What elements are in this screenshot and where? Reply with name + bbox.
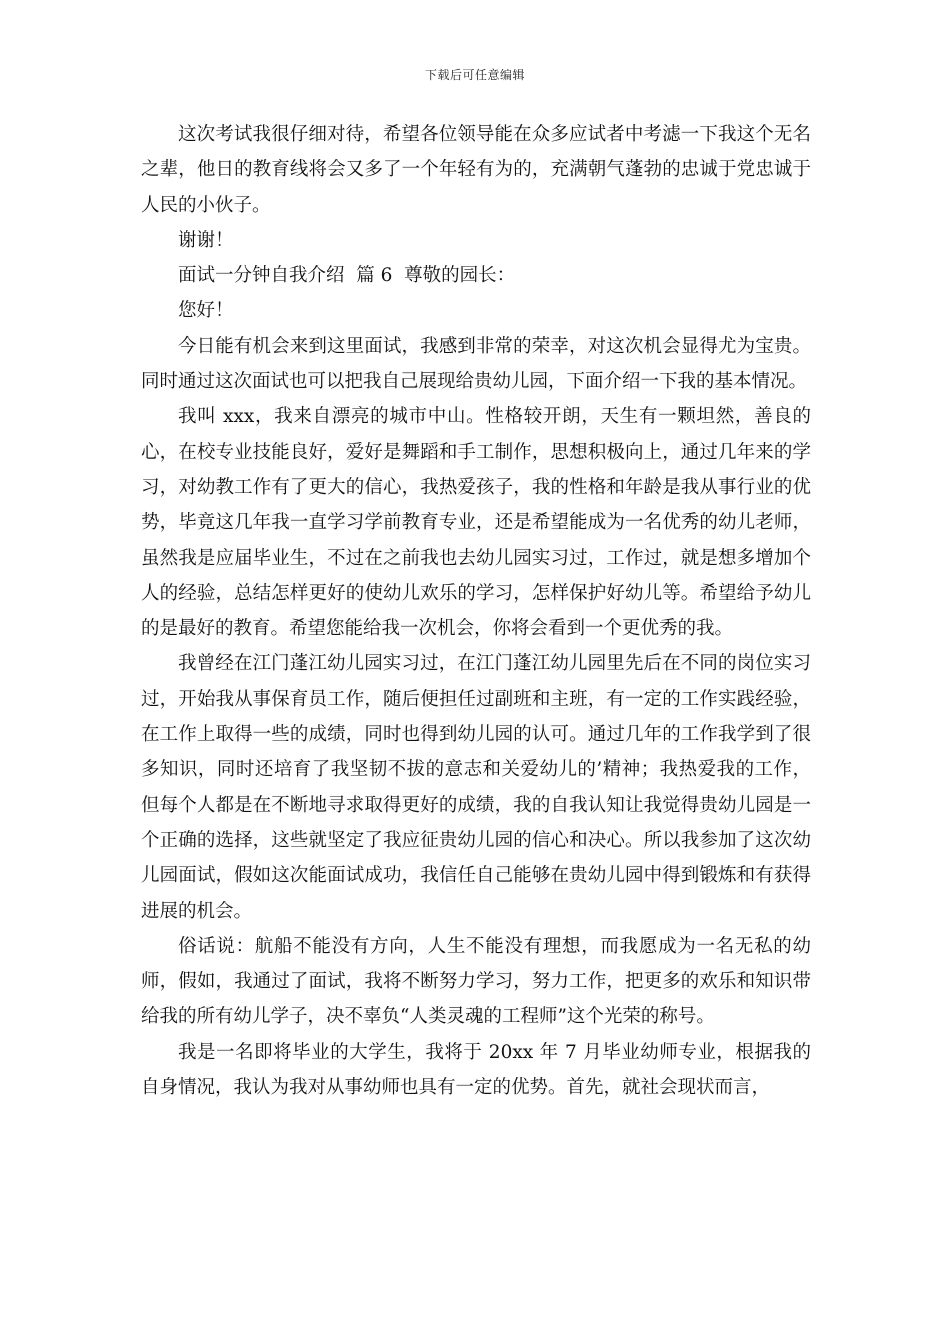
- paragraph-graduation: 我是一名即将毕业的大学生，我将于 20xx 年 7 月毕业幼师专业，根据我的自身情况，我认为我对从事幼师也具有一定的优势。首先，就社会现状而言，: [141, 1041, 811, 1099]
- paragraph-internship-experience: 我曾经在江门蓬江幼儿园实习过，在江门蓬江幼儿园里先后在不同的岗位实习过，开始我从事保育员工作，随后便担任过副班和主班，有一定的工作实践经验，在工作上取得一些的成绩，同时也得到幼儿园的认可。通过几年的工作我学到了很多知识，同时还培育了我坚韧不拔的意志和关爱幼儿的’精神；我热爱我的工作，但每个人都是在不断地寻求取得更好的成绩，我的自我认知让我觉得贵幼儿园是一个正确的选择，这些就坚定了我应征贵幼儿园的信心和决心。所以我参加了这次幼儿园面试，假如这次能面试成功，我信任自己能够在贵幼儿园中得到锻炼和有获得进展的机会。: [141, 653, 811, 922]
- paragraph-thanks: 谢谢！: [178, 229, 234, 251]
- paragraph-greeting: 您好！: [178, 300, 234, 322]
- document-body: [141, 117, 811, 1105]
- header-note: 下载后可任意编辑: [424, 68, 525, 82]
- paragraph-aspiration: 俗话说：航船不能没有方向，人生不能没有理想，而我愿成为一名无私的幼师，假如，我通过了面试，我将不断努力学习，努力工作，把更多的欢乐和知识带给我的所有幼儿学子，决不辜负“人类灵魂的工程师”这个光荣的称号。: [141, 935, 811, 1028]
- paragraph-exam-attitude: 这次考试我很仔细对待，希望各位领导能在众多应试者中考滤一下我这个无名之辈，他日的教育线将会又多了一个年轻有为的，充满朝气蓬勃的忠诚于党忠诚于人民的小伙子。: [141, 124, 811, 216]
- paragraph-self-introduction: 我叫 xxx，我来自漂亮的城市中山。性格较开朗，天生有一颗坦然，善良的心，在校专业技能良好，爱好是舞蹈和手工制作，思想积极向上，通过几年来的学习，对幼教工作有了更大的信心，我热爱孩子，我的性格和年龄是我从事行业的优势，毕竟这几年我一直学习学前教育专业，还是希望能成为一名优秀的幼儿老师，虽然我是应届毕业生，不过在之前我也去幼儿园实习过，工作过，就是想多增加个人的经验，总结怎样更好的使幼儿欢乐的学习，怎样保护好幼儿等。希望给予幼儿的是最好的教育。希望您能给我一次机会，你将会看到一个更优秀的我。: [141, 406, 811, 640]
- paragraph-section-heading: 面试一分钟自我介绍 篇 6 尊敬的园长：: [178, 265, 516, 287]
- paragraph-opening: 今日能有机会来到这里面试，我感到非常的荣幸，对这次机会显得尤为宝贵。同时通过这次面试也可以把我自己展现给贵幼儿园，下面介绍一下我的基本情况。: [141, 335, 811, 393]
